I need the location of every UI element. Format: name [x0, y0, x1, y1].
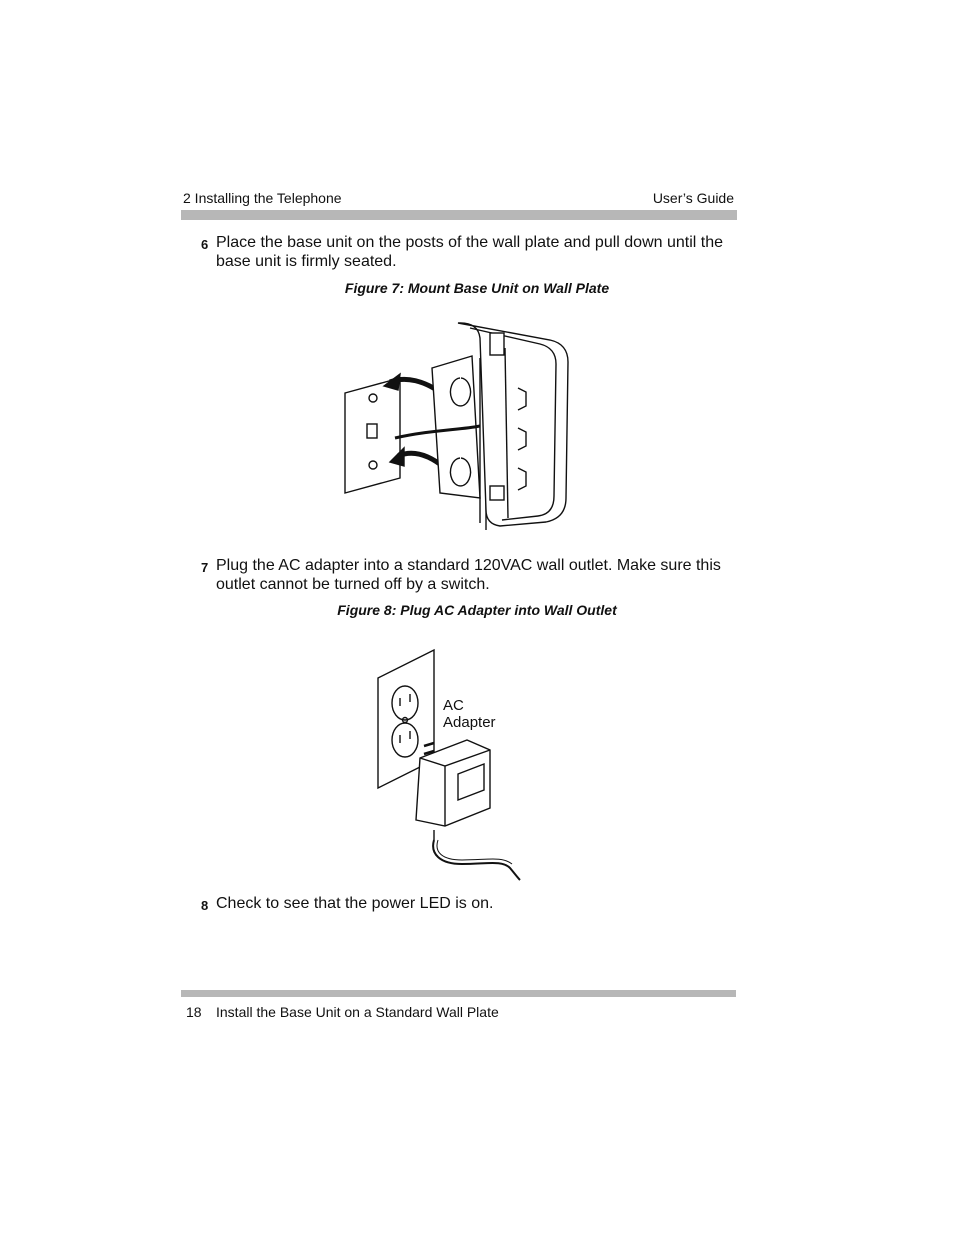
step-number: 7 — [201, 560, 209, 575]
page-number: 18 — [186, 1004, 202, 1020]
footer-divider — [181, 990, 736, 997]
step-6 — [0, 233, 954, 273]
step-text: Place the base unit on the posts of the wall plate and pull down until the base unit is firmly seated. — [216, 234, 724, 270]
figure-7-caption: Figure 7: Mount Base Unit on Wall Plate — [344, 280, 610, 296]
step-text: Plug the AC adapter into a standard 120VAC wall outlet. Make sure this outlet cannot be turned off by a switch. — [216, 557, 721, 593]
header-divider — [181, 210, 737, 220]
step-text: Check to see that the power LED is on. — [216, 895, 494, 912]
footer-title: Install the Base Unit on a Standard Wall Plate — [216, 1004, 499, 1020]
figure-8-caption: Figure 8: Plug AC Adapter into Wall Outlet — [337, 602, 617, 618]
header-section-title: 2 Installing the Telephone — [183, 190, 342, 206]
ac-adapter-label-line1: AC — [443, 697, 464, 714]
ac-adapter-outlet-illustration — [372, 648, 527, 883]
step-number: 6 — [201, 237, 209, 252]
step-7 — [0, 556, 954, 596]
header-guide-title: User’s Guide — [652, 190, 734, 206]
ac-adapter-label-line2: Adapter — [443, 714, 496, 731]
wall-plate-mount-illustration — [340, 318, 575, 530]
step-number: 8 — [201, 898, 209, 913]
step-8 — [0, 894, 954, 914]
ac-adapter-label — [443, 697, 496, 731]
